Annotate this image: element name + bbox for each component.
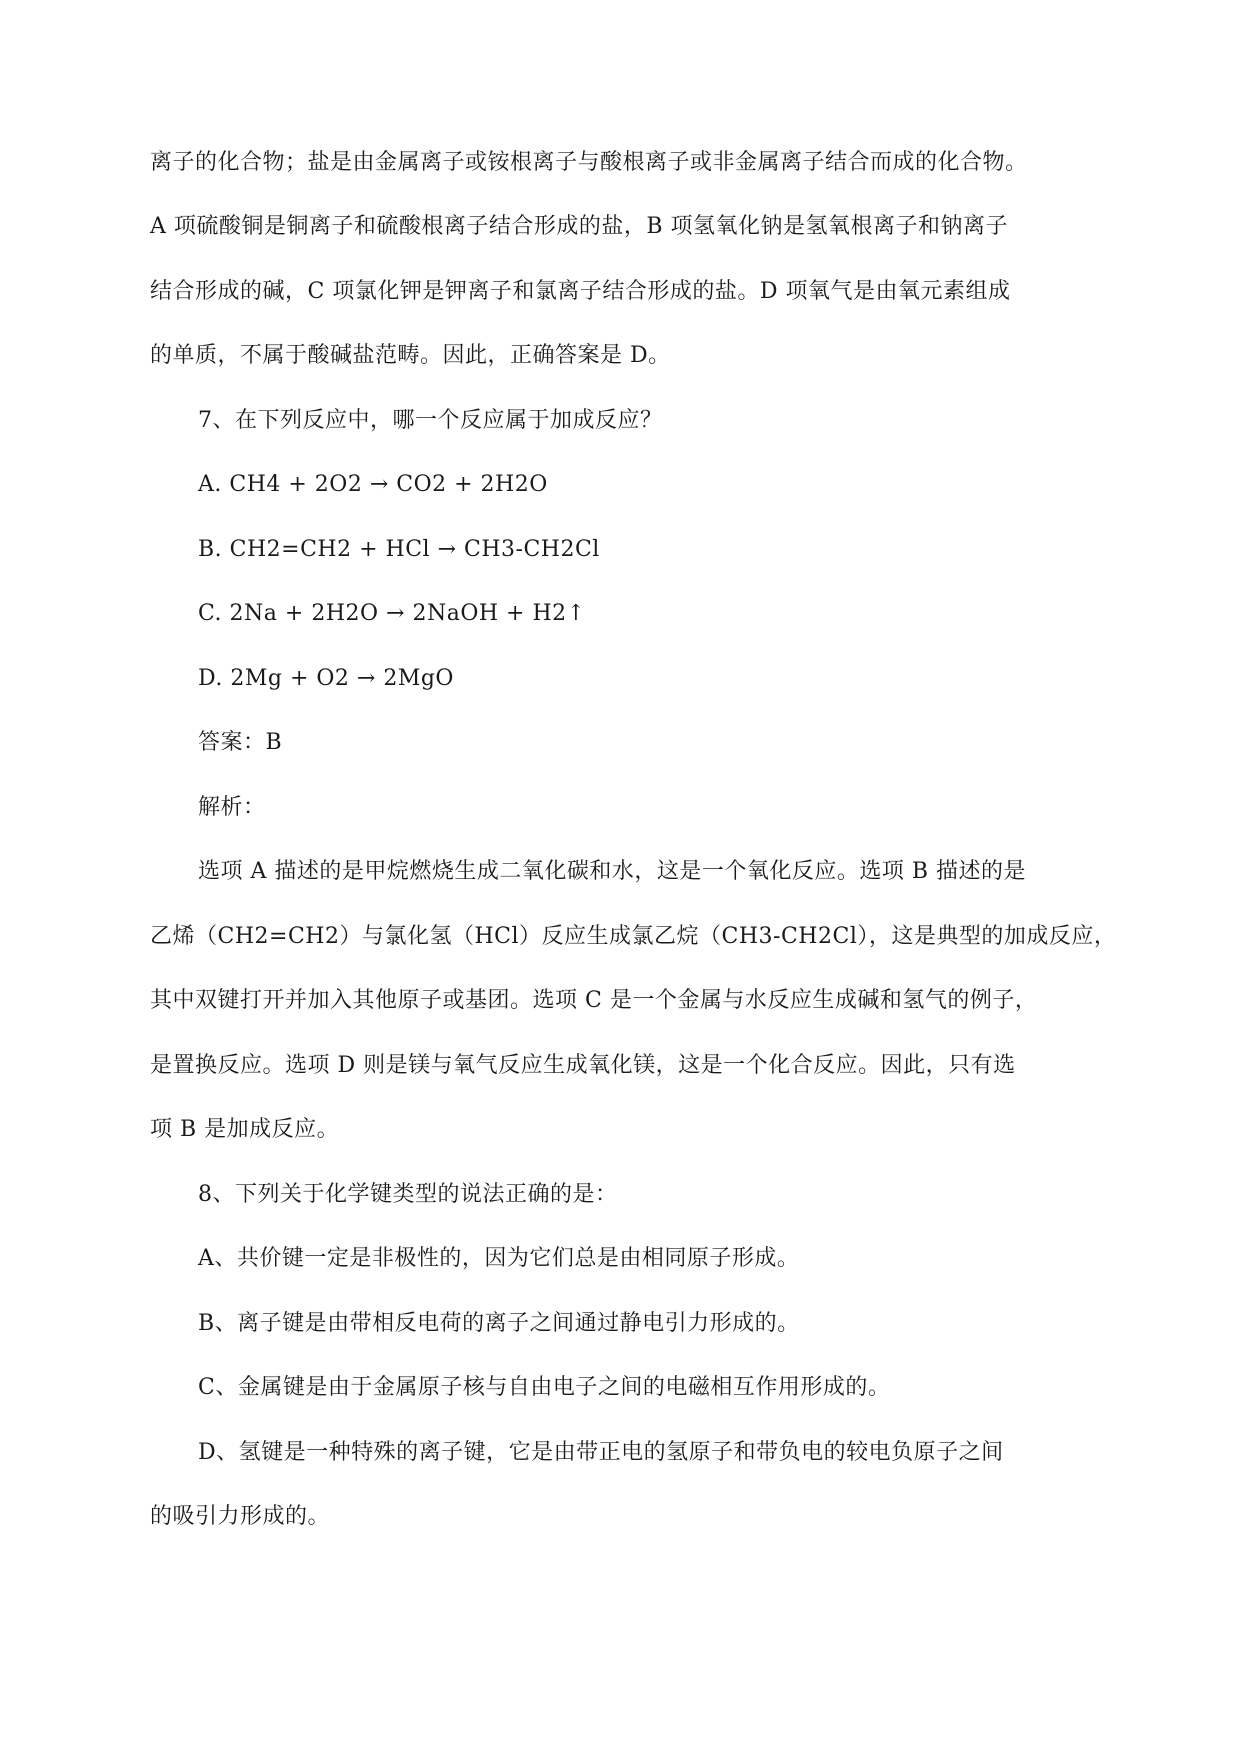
text-line: 项 B 是加成反应。	[150, 1117, 340, 1142]
option-a: A. CH4 + 2O2 → CO2 + 2H2O	[198, 472, 548, 497]
text-line: 是置换反应。选项 D 则是镁与氧气反应生成氧化镁，这是一个化合反应。因此，只有选	[150, 1053, 1016, 1078]
text-line: 其中双键打开并加入其他原子或基团。选项 C 是一个金属与水反应生成碱和氢气的例子，	[150, 988, 1038, 1013]
option-d: D、氢键是一种特殊的离子键，它是由带正电的氢原子和带负电的较电负原子之间	[198, 1440, 1004, 1465]
option-b: B、离子键是由带相反电荷的离子之间通过静电引力形成的。	[198, 1311, 800, 1336]
text-line: 乙烯（CH2=CH2）与氯化氢（HCl）反应生成氯乙烷（CH3-CH2Cl），这是典型的加成反应，	[150, 924, 1117, 949]
text-line: A 项硫酸铜是铜离子和硫酸根离子结合形成的盐，B 项氢氧化钠是氢氧根离子和钠离子	[150, 214, 1009, 239]
text-line: 的单质，不属于酸碱盐范畴。因此，正确答案是 D。	[150, 343, 671, 368]
analysis-label: 解析：	[198, 795, 266, 820]
text-line: 的吸引力形成的。	[150, 1504, 331, 1529]
option-a: A、共价键一定是非极性的，因为它们总是由相同原子形成。	[198, 1246, 800, 1271]
option-d: D. 2Mg + O2 → 2MgO	[198, 666, 454, 691]
answer: 答案：B	[198, 730, 283, 755]
text-line: 选项 A 描述的是甲烷燃烧生成二氧化碳和水，这是一个氧化反应。选项 B 描述的是	[198, 859, 1027, 884]
text-line: 离子的化合物；盐是由金属离子或铵根离子与酸根离子或非金属离子结合而成的化合物。	[150, 150, 1028, 175]
option-b: B. CH2=CH2 + HCl → CH3-CH2Cl	[198, 537, 600, 562]
text-line: 结合形成的碱，C 项氯化钾是钾离子和氯离子结合形成的盐。D 项氧气是由氧元素组成	[150, 279, 1011, 304]
question-8: 8、下列关于化学键类型的说法正确的是：	[198, 1182, 618, 1207]
question-7: 7、在下列反应中，哪一个反应属于加成反应？	[198, 408, 663, 433]
option-c: C、金属键是由于金属原子核与自由电子之间的电磁相互作用形成的。	[198, 1375, 891, 1400]
option-c: C. 2Na + 2H2O → 2NaOH + H2↑	[198, 601, 586, 626]
